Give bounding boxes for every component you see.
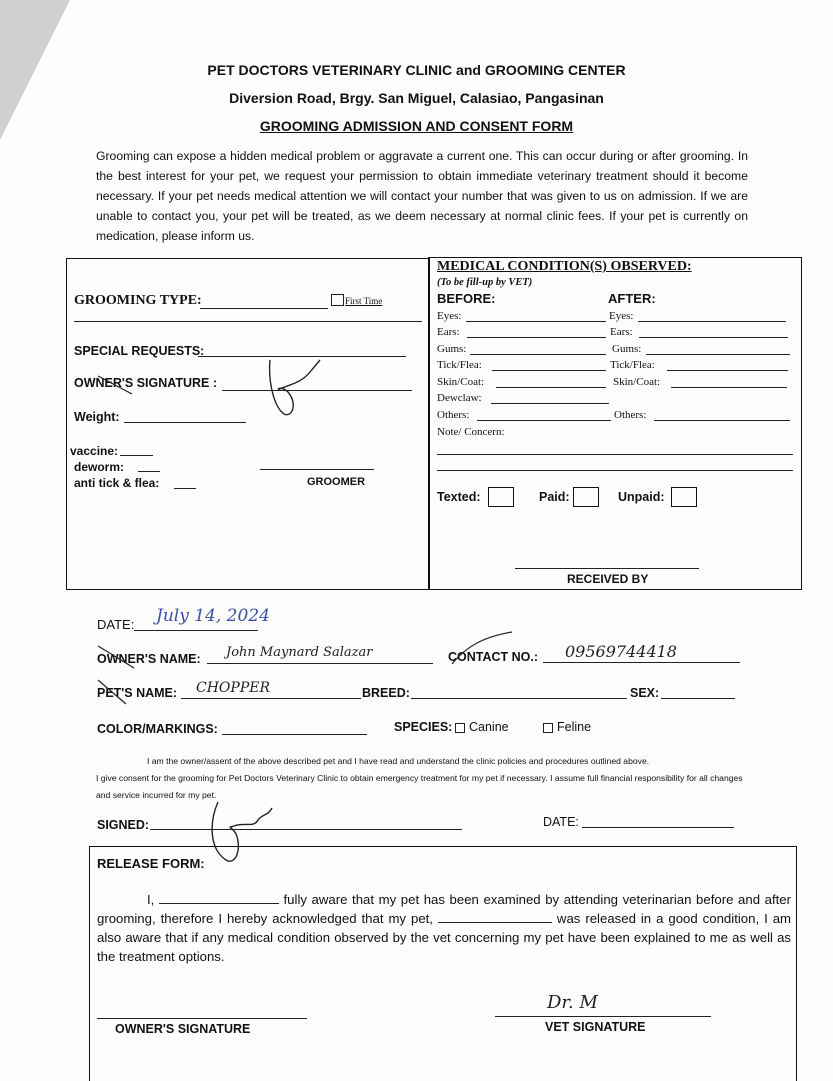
- received-by-label: RECEIVED BY: [567, 572, 649, 586]
- color-field[interactable]: [222, 734, 367, 735]
- date-field[interactable]: [134, 630, 258, 631]
- after-skincoat-label: Skin/Coat:: [613, 376, 661, 388]
- release-owner-name-field[interactable]: [159, 891, 279, 904]
- intro-paragraph: Grooming can expose a hidden medical problem or aggravate a current one. This can occur during or after grooming. In the best interest for your pet, we request your permission to obtain immediate veterinary treatment should it become necessary. If your pet needs medical attention we will contact your number that was given to us on admission. If we are unable to contact you, your pet will be treated, as we deem necessary at normal clinic fees. If your pet is currently on medication, please inform us.: [96, 149, 748, 243]
- before-eyes-label: Eyes:: [437, 310, 462, 322]
- note-line-2[interactable]: [437, 470, 793, 471]
- groomer-signature-line[interactable]: [260, 469, 374, 470]
- special-requests-label: SPECIAL REQUESTS:: [74, 344, 205, 358]
- vet-initial: Dr. M: [547, 992, 598, 1013]
- before-eyes-field[interactable]: [466, 321, 606, 322]
- after-gums-label: Gums:: [612, 343, 642, 355]
- pet-name-value: CHOPPER: [196, 680, 270, 696]
- release-text-i: I,: [147, 892, 155, 907]
- medical-subtitle: (To be fill-up by VET): [437, 277, 533, 288]
- consent-paragraph: [97, 753, 745, 804]
- pet-name-label: PET'S NAME:: [97, 686, 178, 700]
- medical-title: MEDICAL CONDITION(S) OBSERVED:: [437, 259, 692, 274]
- form-title: GROOMING ADMISSION AND CONSENT FORM: [259, 118, 574, 134]
- sex-label: SEX:: [630, 686, 660, 700]
- canine-label: Canine: [469, 720, 509, 734]
- release-text-2: fully aware that my pet has been examined by attending veterinarian before and after grooming, therefore I hereby acknowledged that my pet,: [97, 892, 792, 926]
- sex-field[interactable]: [661, 698, 735, 699]
- before-dewclaw-label: Dewclaw:: [437, 392, 482, 404]
- anti-tick-label: anti tick & flea:: [74, 476, 160, 490]
- vet-signature-label: VET SIGNATURE: [545, 1020, 646, 1034]
- after-tickflea-field[interactable]: [667, 370, 788, 371]
- contact-label: CONTACT NO.:: [448, 650, 539, 664]
- groomer-label: GROOMER: [307, 476, 366, 488]
- texted-label: Texted:: [437, 490, 481, 504]
- after-heading: AFTER:: [608, 291, 656, 306]
- after-others-label: Others:: [614, 409, 647, 421]
- color-label: COLOR/MARKINGS:: [97, 722, 218, 736]
- breed-field[interactable]: [411, 698, 627, 699]
- unpaid-label: Unpaid:: [618, 490, 665, 504]
- deworm-label: deworm:: [74, 460, 125, 474]
- before-others-field[interactable]: [477, 420, 611, 421]
- after-skincoat-field[interactable]: [671, 387, 787, 388]
- date-label: DATE:: [97, 617, 135, 632]
- strikethrough-mark-4: [96, 676, 132, 708]
- unpaid-checkbox[interactable]: [671, 487, 697, 507]
- date-value: July 14, 2024: [156, 606, 270, 626]
- release-paragraph: [97, 890, 791, 966]
- before-dewclaw-field[interactable]: [491, 403, 609, 404]
- owner-name-field[interactable]: [207, 663, 433, 664]
- before-skincoat-field[interactable]: [496, 387, 606, 388]
- paid-label: Paid:: [539, 490, 570, 504]
- signed-label: SIGNED:: [97, 818, 150, 832]
- strikethrough-mark-3: [448, 630, 518, 666]
- release-title: RELEASE FORM:: [97, 856, 205, 871]
- before-ears-field[interactable]: [467, 337, 606, 338]
- canine-checkbox[interactable]: [455, 723, 465, 733]
- vet-signature-line[interactable]: [495, 1016, 711, 1017]
- before-ears-label: Ears:: [437, 326, 460, 338]
- owners-signature-label: OWNER'S SIGNATURE :: [74, 376, 218, 390]
- strikethrough-mark-1: [96, 370, 136, 400]
- after-ears-label: Ears:: [610, 326, 633, 338]
- clinic-name: PET DOCTORS VETERINARY CLINIC and GROOMING CENTER: [207, 62, 626, 78]
- after-eyes-field[interactable]: [638, 321, 786, 322]
- texted-checkbox[interactable]: [488, 487, 514, 507]
- date2-field[interactable]: [582, 827, 734, 828]
- medical-box: [428, 257, 802, 590]
- first-time-checkbox[interactable]: [331, 294, 344, 306]
- release-text-3: was released in a good condition, I am also aware that if any medical condition observed by the vet concerning my pet have been explained to me as well as the treatment options.: [97, 911, 792, 964]
- contact-field[interactable]: [543, 662, 740, 663]
- note-line-1[interactable]: [437, 454, 793, 455]
- weight-label: Weight:: [74, 410, 120, 424]
- before-gums-label: Gums:: [437, 343, 467, 355]
- consent-line-2: I give consent for the grooming for Pet Doctors Veterinary Clinic to obtain emergency treatment for my pet if necessary. I assume full financial responsibility for all changes and service incurred for my pet.: [96, 773, 743, 800]
- pet-name-field[interactable]: [181, 698, 361, 699]
- clinic-address: Diversion Road, Brgy. San Miguel, Calasiao, Pangasinan: [229, 90, 604, 106]
- anti-tick-field[interactable]: [174, 488, 196, 489]
- feline-label: Feline: [557, 720, 592, 734]
- species-label: SPECIES:: [394, 720, 453, 734]
- before-others-label: Others:: [437, 409, 470, 421]
- feline-checkbox[interactable]: [543, 723, 553, 733]
- owner-name-value: John Maynard Salazar: [226, 645, 373, 660]
- date2-label: DATE:: [543, 815, 579, 829]
- strikethrough-mark-2: [96, 642, 138, 672]
- grooming-type-line-2[interactable]: [74, 321, 422, 322]
- before-heading: BEFORE:: [437, 291, 496, 306]
- owner-signature-scribble-2: [196, 798, 280, 870]
- canine-option[interactable]: [455, 720, 509, 734]
- after-tickflea-label: Tick/Flea:: [610, 359, 655, 371]
- before-skincoat-label: Skin/Coat:: [437, 376, 485, 388]
- grooming-type-field[interactable]: [200, 308, 328, 309]
- weight-field[interactable]: [124, 422, 246, 423]
- after-others-field[interactable]: [654, 420, 790, 421]
- before-tickflea-label: Tick/Flea:: [437, 359, 482, 371]
- after-eyes-label: Eyes:: [609, 310, 634, 322]
- owner-signature-scribble-1: [240, 352, 330, 424]
- release-owner-signature-line[interactable]: [97, 1018, 307, 1019]
- received-by-line[interactable]: [515, 568, 699, 569]
- vaccine-label: vaccine:: [70, 444, 119, 458]
- after-gums-field[interactable]: [646, 354, 790, 355]
- grooming-type-label: GROOMING TYPE:: [74, 293, 202, 308]
- release-pet-name-field[interactable]: [438, 910, 552, 923]
- first-time-label: First Time: [345, 296, 383, 306]
- release-owner-signature-label: OWNER'S SIGNATURE: [115, 1022, 251, 1036]
- note-label: Note/ Concern:: [437, 426, 505, 438]
- feline-option[interactable]: [543, 720, 591, 734]
- paid-checkbox[interactable]: [573, 487, 599, 507]
- breed-label: BREED:: [362, 686, 410, 700]
- consent-line-1: I am the owner/assent of the above described pet and I have read and understand the clinic policies and procedures outlined above.: [147, 756, 650, 766]
- before-tickflea-field[interactable]: [492, 370, 606, 371]
- contact-value: 09569744418: [565, 642, 677, 661]
- after-ears-field[interactable]: [639, 337, 788, 338]
- before-gums-field[interactable]: [470, 354, 606, 355]
- deworm-field[interactable]: [138, 471, 160, 472]
- vaccine-field[interactable]: [120, 455, 153, 456]
- owner-name-label: OWNER'S NAME:: [97, 652, 201, 666]
